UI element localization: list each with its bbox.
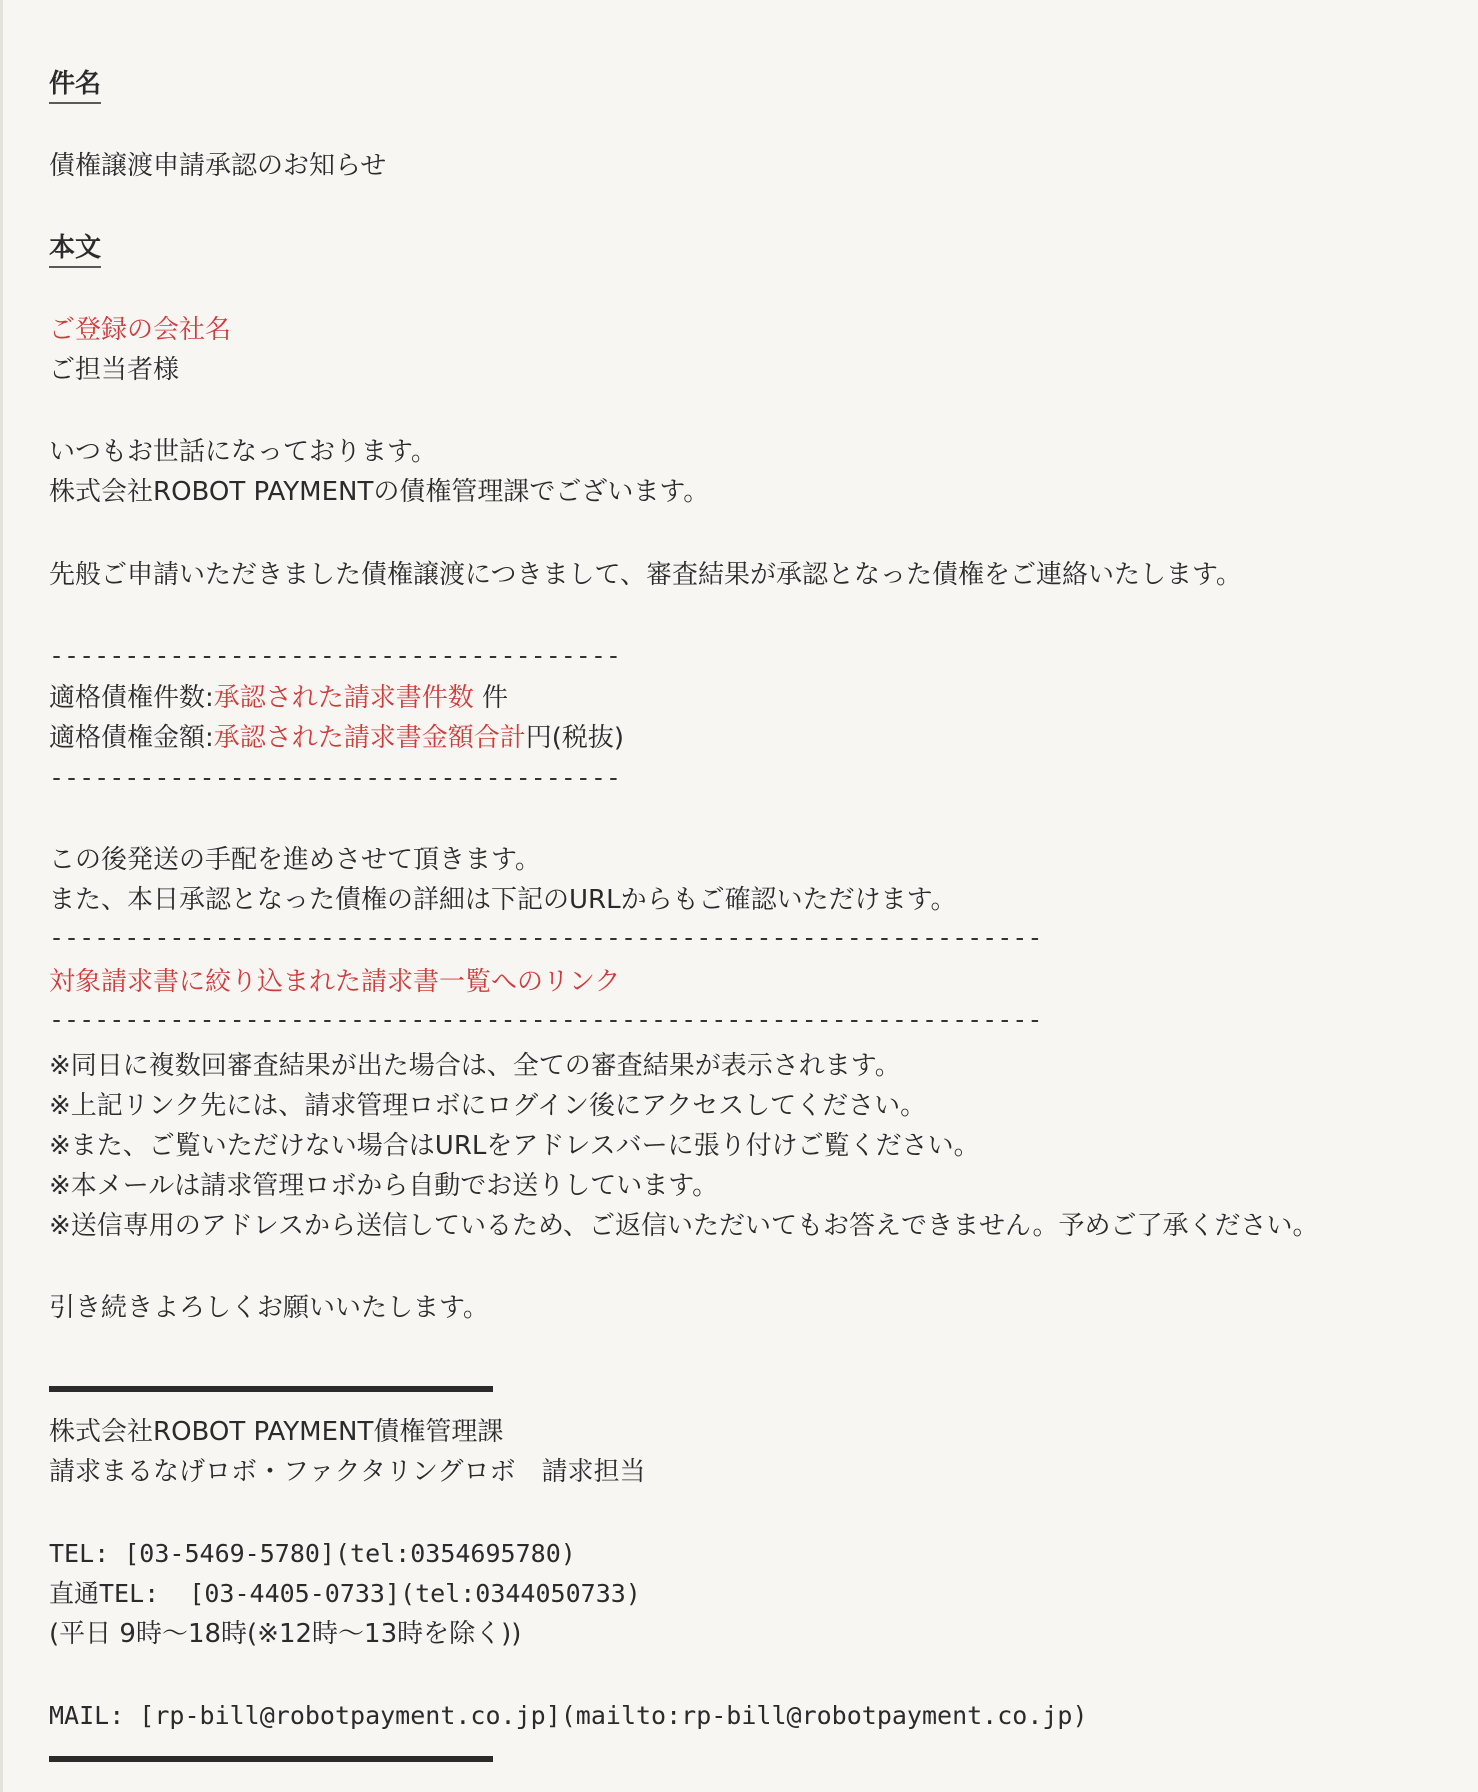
salutation: ご担当者様 [49, 355, 180, 385]
company-name-placeholder: ご登録の会社名 [49, 315, 232, 345]
greeting-line-1: いつもお世話になっております。 [49, 437, 437, 467]
note-line: ※また、ご覧いただけない場合はURLをアドレスバーに張り付けご覧ください。 [49, 1131, 980, 1161]
signature-rule-top [49, 1386, 493, 1392]
closing-text: 引き続きよろしくお願いいたします。 [49, 1293, 489, 1323]
followup-line-1: この後発送の手配を進めさせて頂きます。 [49, 845, 541, 875]
count-unit: 件 [473, 683, 509, 713]
divider-bottom: -------------------------------------- [49, 763, 621, 792]
followup-line-2: また、本日承認となった債権の詳細は下記のURLからもご確認いただけます。 [49, 885, 957, 915]
amount-label: 適格債権金額: [49, 723, 214, 753]
count-label: 適格債権件数: [49, 683, 214, 713]
amount-value-placeholder: 承認された請求書金額合計 [213, 723, 526, 753]
note-line: ※同日に複数回審査結果が出た場合は、全ての審査結果が表示されます。 [49, 1051, 901, 1081]
greeting-line-2: 株式会社ROBOT PAYMENTの債権管理課でございます。 [49, 477, 710, 507]
signature-direct-tel: 直通TEL: [03-4405-0733](tel:0344050733) [49, 1579, 641, 1608]
signature-rule-bottom [49, 1756, 493, 1762]
signature-mail: MAIL: [rp-bill@robotpayment.co.jp](mailto:rp-bill@robotpayment.co.jp) [49, 1701, 1088, 1730]
note-line: ※送信専用のアドレスから送信しているため、ご返信いただいてもお答えできません。予めご了承ください。 [49, 1211, 1319, 1241]
divider-top: -------------------------------------- [49, 641, 621, 670]
signature-tel: TEL: [03-5469-5780](tel:0354695780) [49, 1539, 576, 1568]
subject-text: 債権譲渡申請承認のお知らせ [49, 151, 387, 181]
count-row [49, 678, 508, 718]
link-divider-bottom: ------------------------------------------------------------------ [49, 1005, 1043, 1034]
note-line: ※本メールは請求管理ロボから自動でお送りしています。 [49, 1171, 719, 1201]
amount-unit: 円(税抜) [525, 723, 625, 753]
note-line: ※上記リンク先には、請求管理ロボにログイン後にアクセスしてください。 [49, 1091, 927, 1121]
signature-company: 株式会社ROBOT PAYMENT債権管理課 [49, 1417, 504, 1447]
body-heading: 本文 [49, 230, 101, 268]
intro-text: 先般ご申請いただきました債権譲渡につきまして、審査結果が承認となった債権をご連絡いたします。 [49, 560, 1242, 590]
link-divider-top: ------------------------------------------------------------------ [49, 923, 1043, 952]
subject-heading: 件名 [49, 66, 101, 104]
amount-row [49, 718, 624, 758]
count-value-placeholder: 承認された請求書件数 [213, 683, 474, 713]
signature-hours: (平日 9時〜18時(※12時〜13時を除く)) [49, 1619, 522, 1649]
signature-department: 請求まるなげロボ・ファクタリングロボ 請求担当 [49, 1457, 646, 1487]
invoice-list-link[interactable]: 対象請求書に絞り込まれた請求書一覧へのリンク [49, 967, 621, 997]
